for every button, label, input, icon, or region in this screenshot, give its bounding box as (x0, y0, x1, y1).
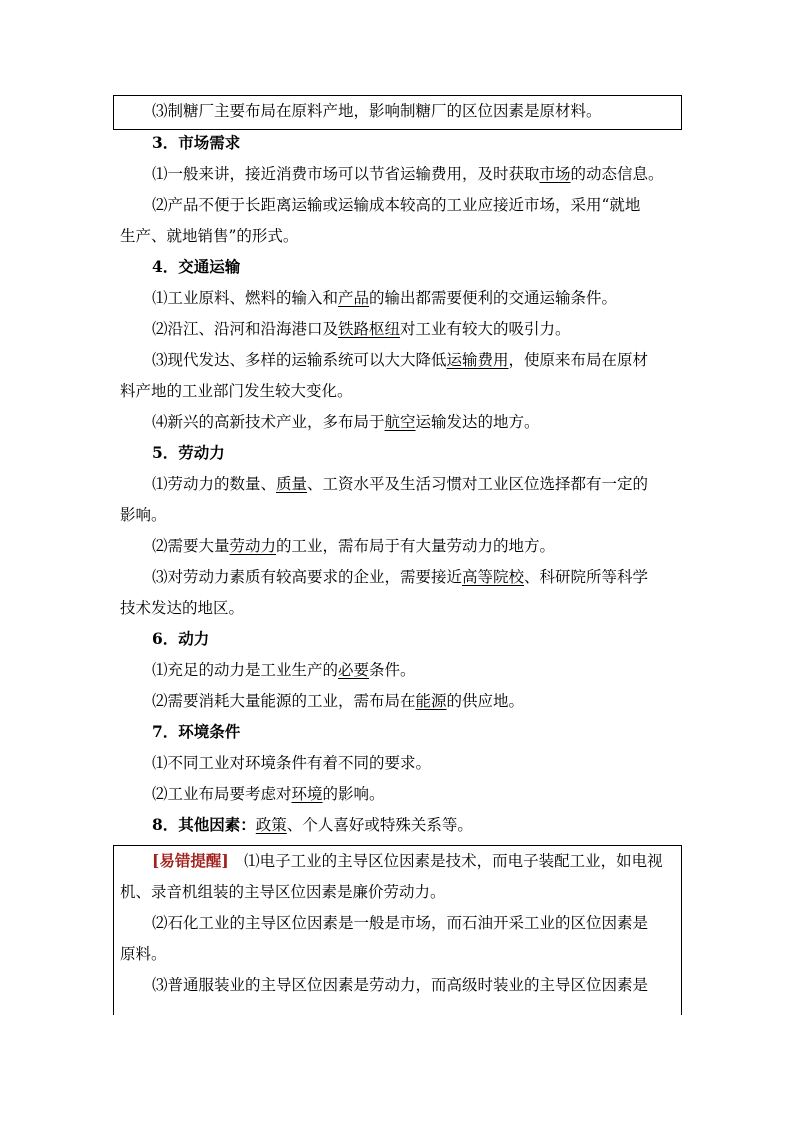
underlined-term: 铁路枢纽 (338, 320, 401, 338)
s5-paragraph-2: ⑵需要大量劳动力的工业，需布局于有大量劳动力的地方。 (152, 537, 556, 555)
s5-paragraph-3-line-1: ⑶对劳动力素质有较高要求的企业，需要接近高等院校、科研院所等科学 (152, 568, 649, 586)
s6-paragraph-2: ⑵需要消耗大量能源的工业，需布局在能源的供应地。 (152, 692, 525, 710)
section-5-heading: 5．劳动力 (152, 443, 225, 462)
tip-label: [易错提醒] (152, 851, 229, 870)
s5-paragraph-1-line-2: 影响。 (120, 506, 167, 524)
underlined-term: 高等院校 (462, 568, 525, 586)
underlined-term: 必要 (338, 661, 370, 679)
section-3-heading: 3．市场需求 (152, 133, 241, 152)
s4-paragraph-3-line-1: ⑶现代发达、多样的运输系统可以大大降低运输费用，使原来布局在原材 (152, 351, 649, 369)
s3-paragraph-1: ⑴一般来讲，接近消费市场可以节省运输费用，及时获取市场的动态信息。 (152, 165, 664, 183)
s7-paragraph-2: ⑵工业布局要考虑对环境的影响。 (152, 785, 385, 803)
underlined-term: 劳动力 (229, 537, 277, 555)
underlined-term: 环境 (291, 785, 323, 803)
s4-paragraph-3-line-2: 料产地的工业部门发生较大变化。 (120, 382, 353, 400)
underlined-term: 航空 (384, 413, 416, 431)
underlined-term: 质量 (276, 475, 308, 493)
s3-paragraph-2-line-1: ⑵产品不便于长距离运输或运输成本较高的工业应接近市场，采用“就地 (152, 196, 641, 214)
s4-paragraph-1: ⑴工业原料、燃料的输入和产品的输出都需要便利的交通运输条件。 (152, 289, 618, 307)
s5-paragraph-1-line-1: ⑴劳动力的数量、质量、工资水平及生活习惯对工业区位选择都有一定的 (152, 475, 649, 493)
underlined-term: 产品 (338, 289, 370, 307)
s7-paragraph-1: ⑴不同工业对环境条件有着不同的要求。 (152, 754, 432, 772)
s3-paragraph-2-line-2: 生产、就地销售”的形式。 (120, 227, 299, 245)
s5-paragraph-3-line-2: 技术发达的地区。 (120, 599, 245, 617)
section-4-heading: 4．交通运输 (152, 257, 241, 276)
s6-paragraph-1: ⑴充足的动力是工业生产的必要条件。 (152, 661, 416, 679)
underlined-term: 政策 (255, 816, 287, 834)
section-6-heading: 6．动力 (152, 629, 210, 648)
tip-paragraph-1-line-2: 机、录音机组装的主导区位因素是廉价劳动力。 (120, 883, 446, 901)
tip-paragraph-2-line-2: 原料。 (120, 945, 167, 963)
underlined-term: 市场 (539, 165, 571, 183)
s4-paragraph-2: ⑵沿江、沿河和沿海港口及铁路枢纽对工业有较大的吸引力。 (152, 320, 571, 338)
tip-paragraph-2-line-1: ⑵石化工业的主导区位因素是一般是市场，而石油开采工业的区位因素是 (152, 914, 649, 932)
underlined-term: 运输费用 (446, 351, 509, 369)
section-8-line: 8．其他因素：政策、个人喜好或特殊关系等。 (152, 815, 473, 834)
underlined-term: 能源 (415, 692, 447, 710)
tip-paragraph-3-line-1: ⑶普通服装业的主导区位因素是劳动力，而高级时装业的主导区位因素是 (152, 976, 649, 994)
s4-paragraph-4: ⑷新兴的高新技术产业，多布局于航空运输发达的地方。 (152, 413, 540, 431)
tip-paragraph-1-line-1: [易错提醒] ⑴电子工业的主导区位因素是技术，而电子装配工业，如电视 (152, 851, 663, 870)
top-note-text: ⑶制糖厂主要布局在原料产地，影响制糖厂的区位因素是原材料。 (152, 102, 602, 120)
section-7-heading: 7．环境条件 (152, 722, 241, 741)
